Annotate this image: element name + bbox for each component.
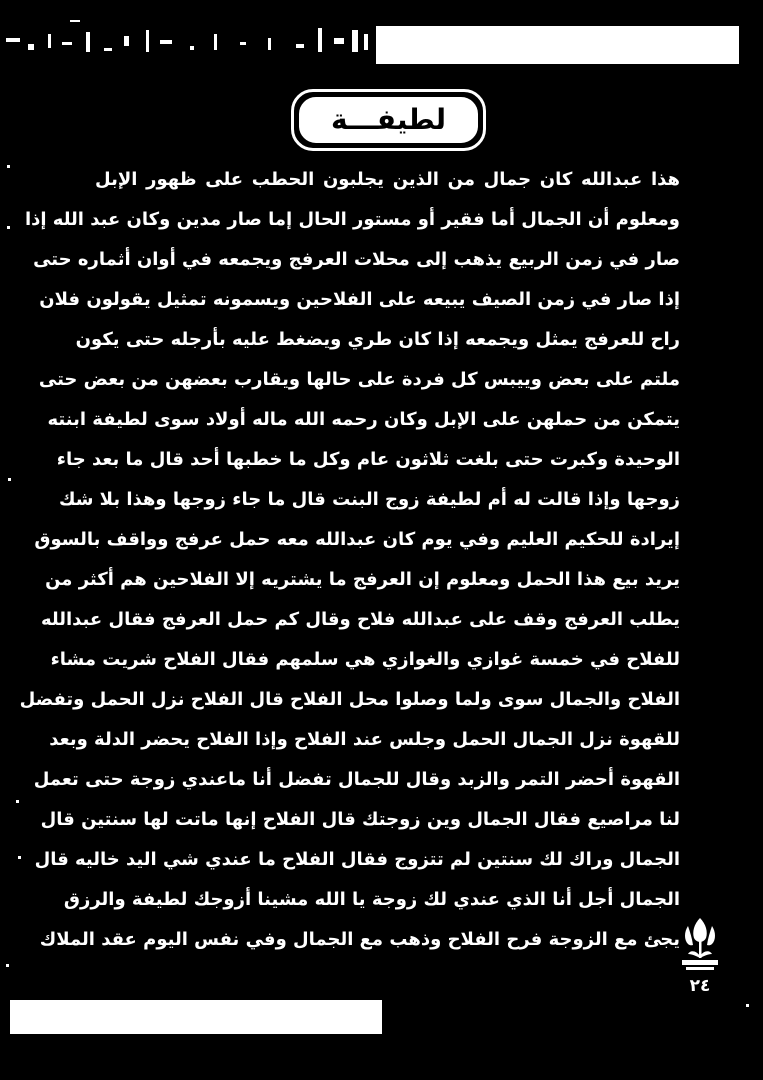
text-line: الجمال أجل أنا الذي عندي لك زوجة يا الله مشينا أزوجك لطيفة والرزق (63, 889, 680, 910)
page-number: ٢٤ (689, 976, 711, 996)
page-title: لطيفـــة (330, 103, 447, 136)
text-line: لنا مراصيع فقال الجمال وين زوجتك قال الفلاح إنها ماتت لها سنتين قال (40, 809, 680, 830)
scan-speck (18, 856, 21, 859)
text-line: إذا صار في زمن الصيف يبيعه على الفلاحين ويسمونه تمثيل يقولون فلان (39, 289, 680, 310)
scan-speck (7, 226, 10, 229)
title-frame (291, 89, 486, 151)
text-line: الوحيدة وكبرت حتى بلغت ثلاثون عام وكل ما خطبها أحد قال ما بعد جاء (56, 449, 680, 470)
text-line: للقهوة نزل الجمال الحمل وجلس عند الفلاح وإذا الفلاح يحضر الدلة وبعد (49, 729, 680, 750)
text-line: يطلب العرفج وقف على عبدالله فلاح وقال كم حمل العرفج فقال عبدالله (40, 609, 680, 630)
text-line: هذا عبدالله كان جمال من الذين يجلبون الحطب على ظهور الإبل (95, 169, 680, 190)
text-line: الجمال وراك لك سنتين لم تتزوج فقال الفلاح ما عندي شي اليد خاليه قال (34, 849, 680, 870)
scan-white-strip-bottom (10, 1000, 382, 1034)
text-line: الفلاح والجمال سوى ولما وصلوا محل الفلاح قال الفلاح نزل الحمل وتفضل (19, 689, 680, 710)
text-line: صار في زمن الربيع يذهب إلى محلات العرفج ويجمعه في أوان أثماره حتى (33, 249, 680, 270)
scan-speck (16, 800, 19, 803)
scan-white-strip-top (376, 26, 739, 64)
scan-speck (6, 964, 9, 967)
text-line: ملتم على بعض وييبس كل فردة على حالها ويقارب بعضهن من بعض حتى (38, 369, 680, 390)
scan-speck (746, 1004, 749, 1007)
text-line: راح للعرفج يمثل ويجمعه إذا كان طري ويضغط عليه بأرجله حتى يكون (75, 329, 680, 350)
text-line: للفلاح في خمسة غوازي والغوازي هي سلمهم فقال الفلاح شريت مشاء (50, 649, 680, 670)
scan-speck (7, 165, 10, 168)
text-line: إيرادة للحكيم العليم وفي يوم كان عبدالله معه حمل عرفج وواقف بالسوق (34, 529, 680, 550)
tulip-ornament-icon (678, 912, 722, 974)
scan-speck (8, 478, 11, 481)
text-line: ومعلوم أن الجمال أما فقير أو مستور الحال إما صار مدين وكان عبد الله إذا (24, 209, 680, 230)
scan-noise-top (0, 20, 376, 70)
body-text (19, 160, 680, 960)
text-line: القهوة أحضر التمر والزبد وقال للجمال تفضل أنا ماعندي زوجة حتى تعمل (33, 769, 680, 790)
text-line: زوجها وإذا قالت له أم لطيفة زوج البنت قال ما جاء زوجها وهذا بلا شك (58, 489, 680, 510)
text-line: يجئ مع الزوجة فرح الفلاح وذهب مع الجمال وفي نفس اليوم عقد الملاك (39, 929, 680, 950)
title-plate (299, 97, 478, 143)
text-line: يتمكن من حملهن على الإبل وكان رحمه الله ماله أولاد سوى لطيفة ابنته (47, 409, 680, 430)
text-line: يريد بيع هذا الحمل ومعلوم إن العرفج ما يشتريه إلا الفلاحين هم أكثر من (45, 569, 680, 590)
